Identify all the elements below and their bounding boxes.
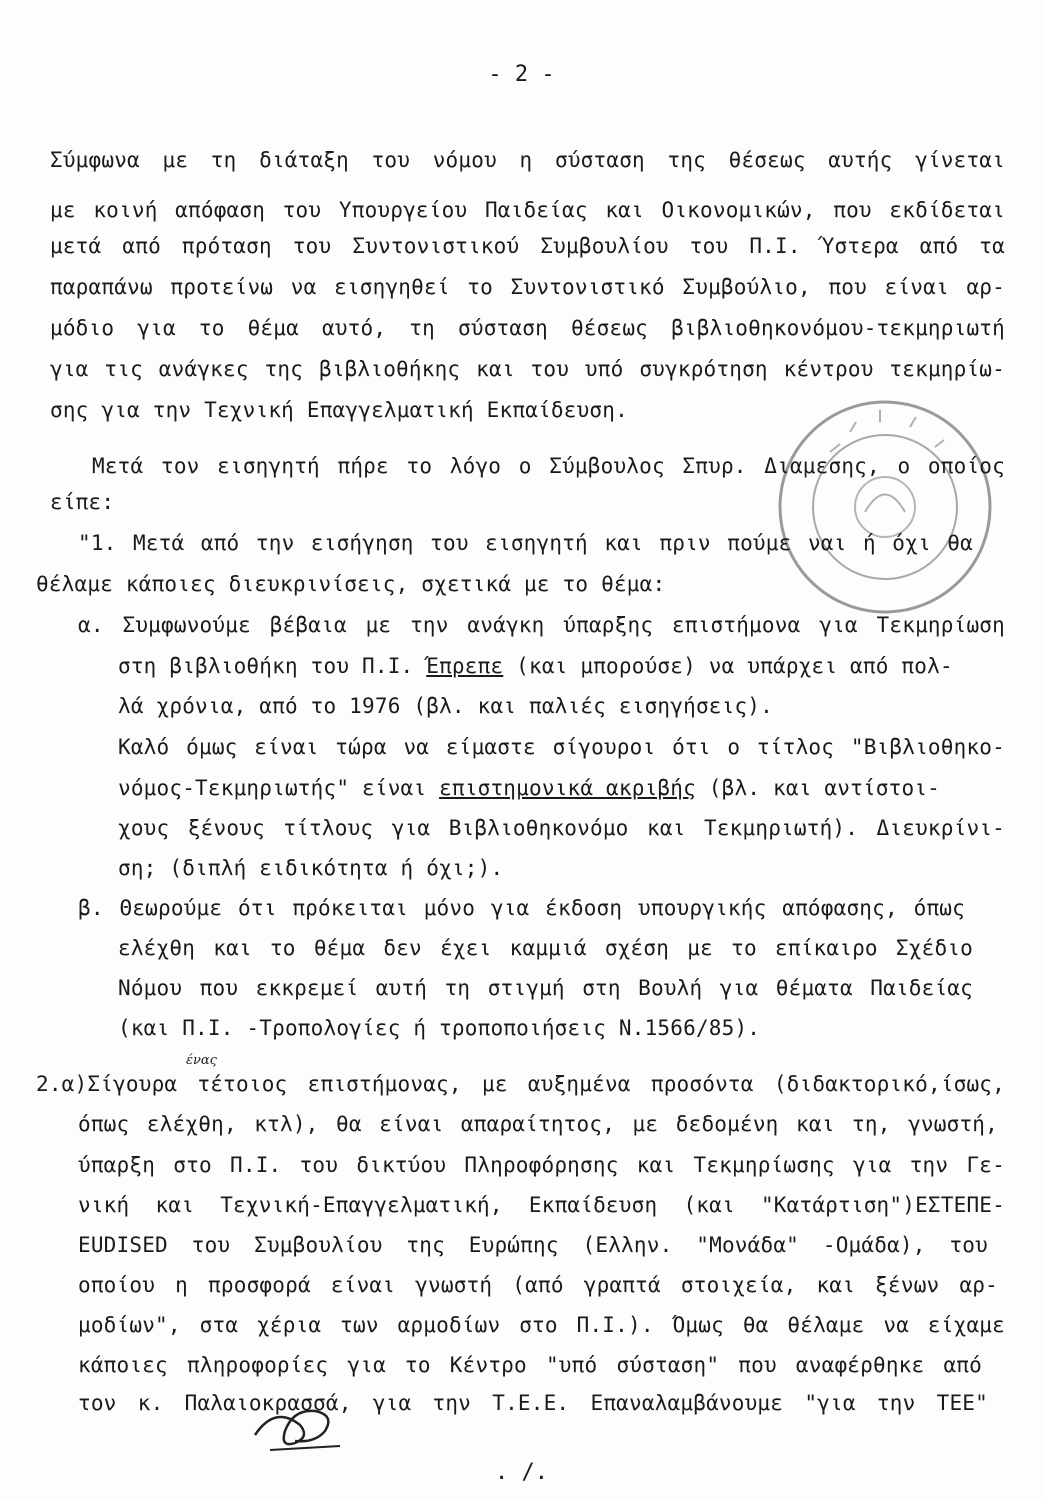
- text-line: Σύμφωνα με τη διάταξη του νόμου η σύσταση της θέσεως αυτής γίνεται: [50, 148, 1005, 172]
- text-line: "1. Μετά από την εισήγηση του εισηγητή και πριν πούμε ναι ή όχι θα: [78, 531, 973, 555]
- text-line: β. Θεωρούμε ότι πρόκειται μόνο για έκδοση υπουργικής απόφασης, όπως: [78, 896, 965, 920]
- official-stamp-icon: [770, 392, 1000, 622]
- text-line: σης για την Τεχνική Επαγγελματική Εκπαίδευση.: [50, 398, 628, 422]
- underlined-text: επιστημονικά ακριβής: [439, 776, 696, 800]
- signature-icon: [250, 1400, 360, 1460]
- text-line: λά χρόνια, από το 1976 (βλ. και παλιές εισηγήσεις).: [118, 694, 773, 718]
- text-segment: νόμος-Τεκμηριωτής" είναι: [118, 776, 427, 800]
- text-line: τον κ. Παλαιοκρασσά, για την Τ.Ε.Ε. Επαναλαμβάνουμε "για την ΤΕΕ": [78, 1391, 988, 1415]
- text-line: [118, 778, 940, 799]
- text-line: α. Συμφωνούμε βέβαια με την ανάγκη ύπαρξης επιστήμονα για Τεκμηρίωση: [78, 613, 1005, 637]
- text-line: Καλό όμως είναι τώρα να είμαστε σίγουροι ότι ο τίτλος "Βιβλιοθηκο-: [118, 735, 1005, 759]
- text-segment: (βλ. και αντίστοι-: [708, 776, 940, 800]
- text-line: κάποιες πληροφορίες για το Κέντρο "υπό σύσταση" που αναφέρθηκε από: [78, 1353, 982, 1377]
- text-line: [118, 656, 953, 677]
- text-line: ση; (διπλή ειδικότητα ή όχι;).: [118, 856, 504, 880]
- text-line: (και Π.Ι. -Τροπολογίες ή τροποποιήσεις Ν.1566/85).: [118, 1016, 761, 1040]
- text-line: νική και Τεχνική-Επαγγελματική, Εκπαίδευση (και "Κατάρτιση")ΕΣΤΕΠΕ-: [78, 1193, 1005, 1217]
- text-line: όπως ελέχθη, κτλ), θα είναι απαραίτητος, με δεδομένη και τη, γνωστή,: [78, 1112, 998, 1136]
- handwritten-insert: ένας: [186, 1053, 217, 1068]
- continuation-mark: . /.: [495, 1460, 548, 1485]
- text-line: οποίου η προσφορά είναι γνωστή (από γραπτά στοιχεία, και ξένων αρ-: [78, 1273, 998, 1297]
- text-line: παραπάνω προτείνω να εισηγηθεί το Συντονιστικό Συμβούλιο, που είναι αρ-: [50, 275, 1005, 299]
- text-line: μόδιο για το θέμα αυτό, τη σύσταση θέσεως βιβλιοθηκονόμου-τεκμηριωτή: [50, 316, 1005, 340]
- underlined-text: Έπρεπε: [426, 654, 504, 678]
- page-number: - 2 -: [488, 62, 555, 87]
- text-line: με κοινή απόφαση του Υπουργείου Παιδείας και Οικονομικών, που εκδίδεται: [50, 198, 1005, 222]
- text-line: 2.α)Σίγουρα τέτοιος επιστήμονας, με αυξημένα προσόντα (διδακτορικό,ίσως,: [36, 1072, 1005, 1096]
- text-line: μετά από πρόταση του Συντονιστικού Συμβουλίου του Π.Ι. Ύστερα από τα: [50, 234, 1005, 258]
- text-line: ύπαρξη στο Π.Ι. του δικτύου Πληροφόρησης και Τεκμηρίωσης για την Γε-: [78, 1153, 1005, 1177]
- text-line: EUDISED του Συμβουλίου της Ευρώπης (Ελλην. "Μονάδα" -Ομάδα), του: [78, 1233, 988, 1257]
- text-line: χους ξένους τίτλους για Βιβλιοθηκονόμο και Τεκμηριωτή). Διευκρίνι-: [118, 816, 1005, 840]
- text-segment: (και μπορούσε) να υπάρχει από πολ-: [516, 654, 953, 678]
- text-line: μοδίων", στα χέρια των αρμοδίων στο Π.Ι.). Όμως θα θέλαμε να είχαμε: [78, 1313, 1005, 1337]
- text-segment: στη βιβλιοθήκη του Π.Ι.: [118, 654, 414, 678]
- text-line: ελέχθη και το θέμα δεν έχει καμμιά σχέση με το επίκαιρο Σχέδιο: [118, 936, 973, 960]
- text-line: Μετά τον εισηγητή πήρε το λόγο ο Σύμβουλος Σπυρ. Διαμεσης, ο οποίος: [92, 454, 1005, 478]
- text-line: είπε:: [50, 490, 115, 514]
- text-line: Νόμου που εκκρεμεί αυτή τη στιγμή στη Βουλή για θέματα Παιδείας: [118, 976, 973, 1000]
- text-line: θέλαμε κάποιες διευκρινίσεις, σχετικά με το θέμα:: [36, 572, 666, 596]
- text-line: για τις ανάγκες της βιβλιοθήκης και του υπό συγκρότηση κέντρου τεκμηρίω-: [50, 357, 1005, 381]
